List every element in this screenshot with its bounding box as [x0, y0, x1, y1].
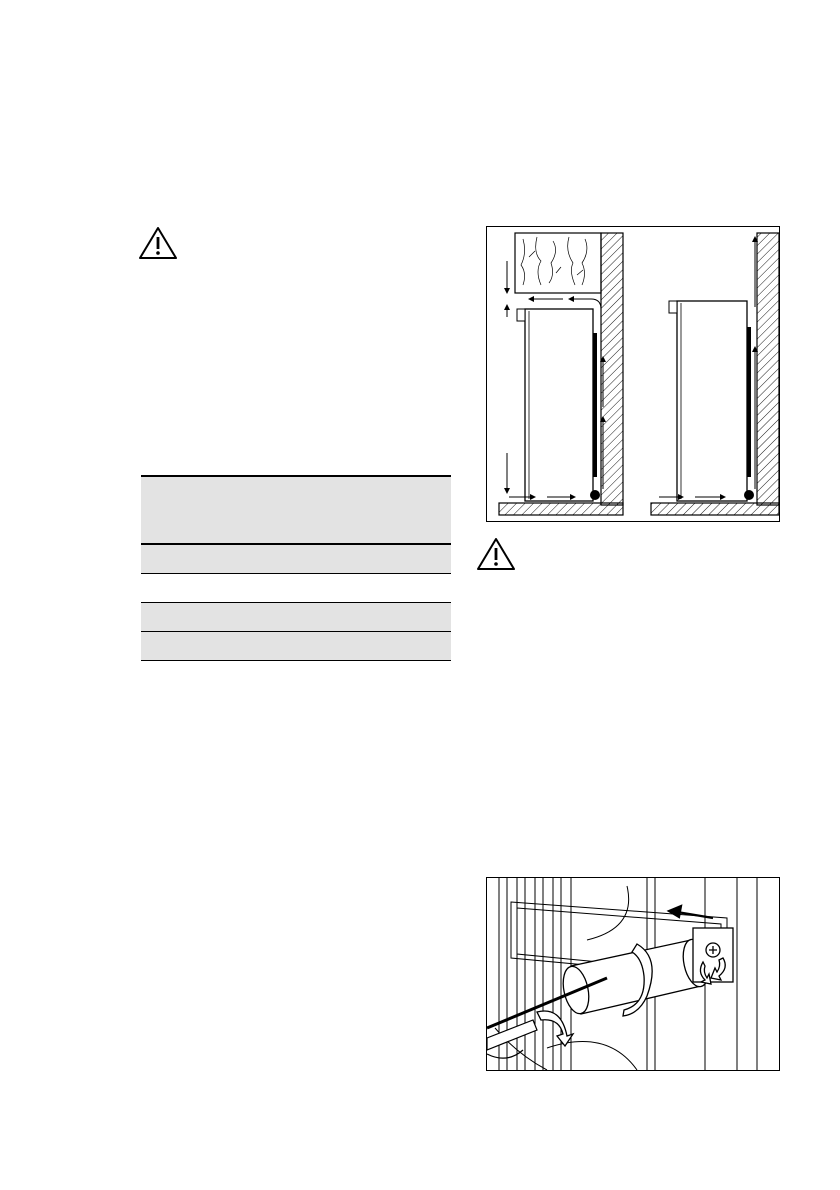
door-reversal-illustration [486, 877, 780, 1071]
table-cell [141, 603, 217, 632]
table-cell [217, 574, 451, 603]
table-cell [141, 632, 217, 661]
table-header-cell [217, 476, 451, 544]
table-cell [217, 603, 451, 632]
ventilation-diagram [486, 226, 780, 522]
table-row [141, 603, 451, 632]
table-header-cell [141, 476, 217, 544]
table-header-row [141, 476, 451, 544]
table-row [141, 574, 451, 603]
spec-table [141, 475, 451, 661]
table-cell [217, 544, 451, 574]
table-row [141, 632, 451, 661]
table-cell [217, 632, 451, 661]
warning-triangle-icon [476, 537, 516, 571]
table-row [141, 544, 451, 574]
table-cell [141, 574, 217, 603]
warning-triangle-icon [138, 226, 178, 260]
table-cell [141, 544, 217, 574]
